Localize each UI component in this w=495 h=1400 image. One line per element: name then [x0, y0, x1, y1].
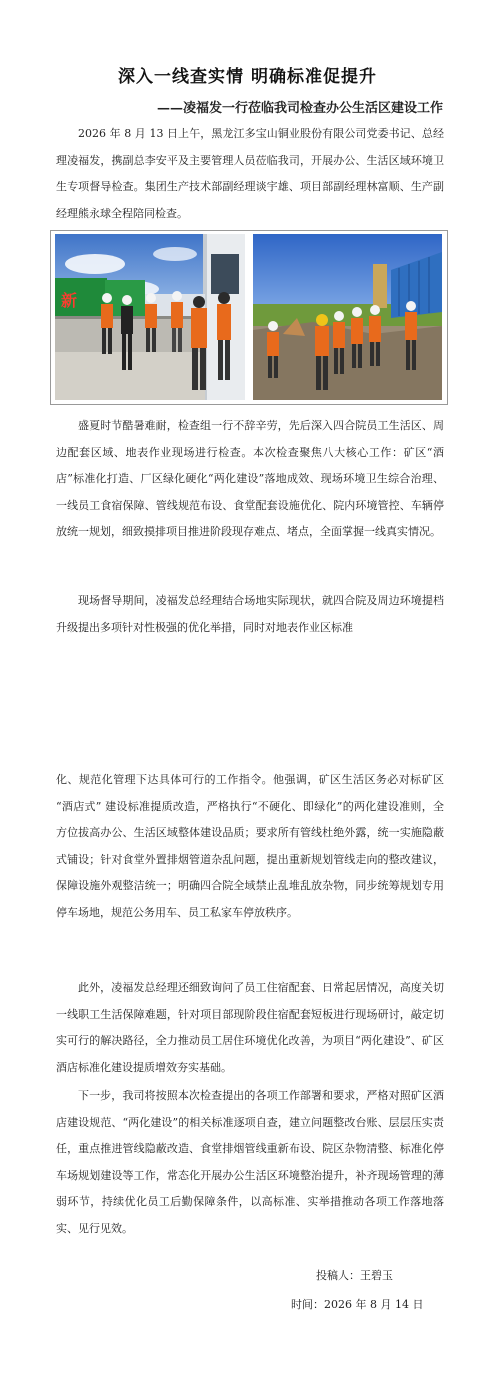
paragraph-living-conditions: 此外，凌福发总经理还细致询问了员工住宿配套、日常起居情况，高度关切一线职工生活保障难题，针对项目部现阶段住宿配套短板进行现场研讨，敲定切实可行的解决路径，全力推动员工居住环境优化改善，为项目“两化建设”、矿区酒店标准化建设提质增效夯实基础。 [56, 981, 444, 1074]
paragraph-supervision-continued: 化、规范化管理下达具体可行的工作指令。他强调，矿区生活区务必对标矿区 “酒店式” 建设标准提质改造，严格执行“不硬化、即绿化”的两化建设准则，全方位拔高办公、生活区域整体建设品质；要求所有管线杜绝外露，统一实施隐蔽式铺设；针对食堂外置排烟管道杂乱问题，提出重新规划管线走向的整改建议，保障设施外观整洁统一；明确四合院全域禁止乱堆乱放杂物，同步统筹规划专用停车场地，规范公务用车、员工私家车停放秩序。 [56, 773, 444, 919]
inspection-photo-left [55, 234, 245, 400]
article-title: 深入一线查实情 明确标准促提升 [118, 67, 377, 87]
paragraph-inspection-scope: 盛夏时节酷暑难耐，检查组一行不辞辛劳，先后深入四合院员工生活区、周边配套区域、地表作业现场进行检查。本次检查聚焦八大核心工作：矿区“酒店”标准化打造、厂区绿化硬化“两化建设”落地成效、现场环境卫生综合治理、一线员工食宿保障、管线规范布设、食堂配套设施优化、院内环境管控、车辆停放统一规划，细致摸排项目推进阶段现存难点、堵点，全面掌握一线真实情况。 [56, 419, 444, 539]
date-line: 时间：2026 年 8 月 14 日 [291, 1298, 424, 1311]
svg-text:新: 新 [61, 291, 78, 310]
paragraph-supervision: 现场督导期间，凌福发总经理结合场地实际现状，就四合院及周边环境提档升级提出多项针对性极强的优化举措，同时对地表作业区标准 [56, 594, 444, 634]
paragraph-next-steps: 下一步，我司将按照本次检查提出的各项工作部署和要求，严格对照矿区酒店建设规范、“两化建设”的相关标准逐项自查，建立问题整改台账、层层压实责任，重点推进管线隐蔽改造、食堂排烟管线重新布设、院区杂物清整、标准化停车场规划建设等工作，常态化开展办公生活区环境整治提升，补齐现场管理的薄弱环节，持续优化员工后勤保障条件，以高标准、实举措推动各项工作落地落实、见行见效。 [56, 1089, 444, 1235]
paragraph-intro: 2026 年 8 月 13 日上午，黑龙江多宝山铜业股份有限公司党委书记、总经理凌福发，携副总李安平及主要管理人员莅临我司，开展办公、生活区域环境卫生专项督导检查。集团生产技术部副经理谈宇雄、项目部副经理林富顺、生产副经理熊永球全程陪同检查。 [56, 127, 444, 220]
inspection-photo-right [253, 234, 442, 400]
author-line: 投稿人：王碧玉 [316, 1269, 393, 1282]
article-subtitle: ——凌福发一行莅临我司检查办公生活区建设工作 [156, 101, 443, 116]
photo-collage [50, 230, 448, 405]
